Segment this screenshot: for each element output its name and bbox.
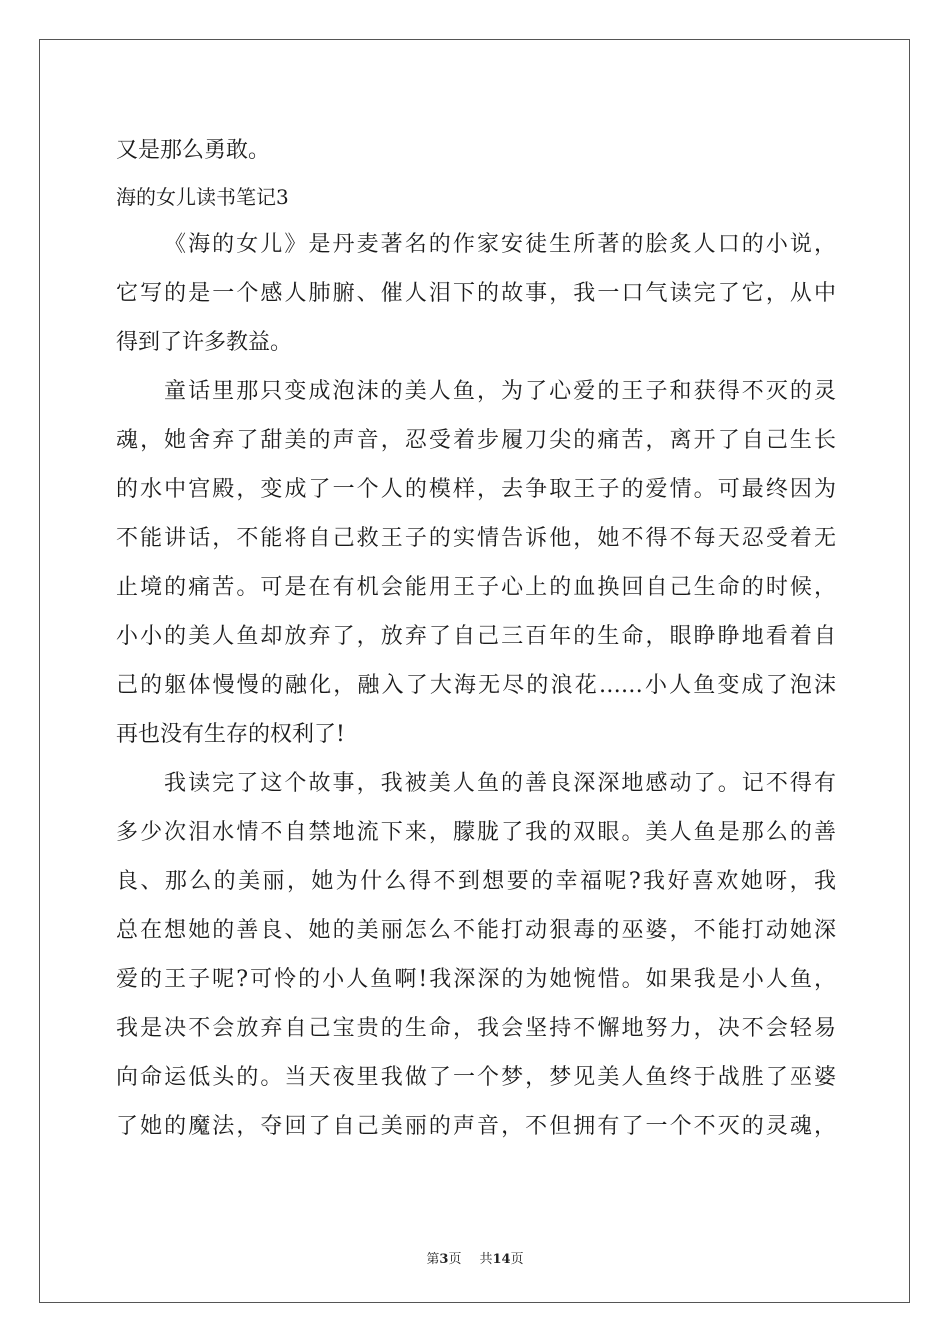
text-line: 我读完了这个故事，我被美人鱼的善良深深地感动了。记不得有 bbox=[164, 771, 836, 796]
footer-total-unit: 页 bbox=[510, 1252, 524, 1267]
document-body bbox=[116, 126, 836, 1151]
text-line: 魂，她舍弃了甜美的声音，忍受着步履刀尖的痛苦，离开了自己生长 bbox=[116, 428, 836, 453]
text-line: 总在想她的善良、她的美丽怎么不能打动狠毒的巫婆，不能打动她深 bbox=[116, 918, 836, 943]
footer-total-prefix: 共 bbox=[479, 1252, 493, 1267]
text-line: 爱的王子呢?可怜的小人鱼啊!我深深的为她惋惜。如果我是小人鱼， bbox=[116, 967, 836, 992]
footer-prefix: 第 bbox=[426, 1252, 440, 1267]
current-page-number: 3 bbox=[439, 1252, 449, 1267]
text-line: 我是决不会放弃自己宝贵的生命，我会坚持不懈地努力，决不会轻易 bbox=[116, 1016, 836, 1041]
text-line: 向命运低头的。当天夜里我做了一个梦，梦见美人鱼终于战胜了巫婆 bbox=[116, 1065, 836, 1090]
text-line: 的水中宫殿，变成了一个人的模样，去争取王子的爱情。可最终因为 bbox=[116, 477, 836, 502]
text-line: 得到了许多教益。 bbox=[116, 330, 293, 355]
text-line: 己的躯体慢慢的融化，融入了大海无尽的浪花……小人鱼变成了泡沫 bbox=[116, 673, 836, 698]
text-line: 又是那么勇敢。 bbox=[116, 138, 271, 163]
text-line: 它写的是一个感人肺腑、催人泪下的故事，我一口气读完了它，从中 bbox=[116, 281, 836, 306]
text-line: 再也没有生存的权利了! bbox=[116, 722, 345, 747]
page-footer bbox=[0, 1248, 950, 1267]
text-line: 良、那么的美丽，她为什么得不到想要的幸福呢?我好喜欢她呀，我 bbox=[116, 869, 836, 894]
text-line: 小小的美人鱼却放弃了，放弃了自己三百年的生命，眼睁睁地看着自 bbox=[116, 624, 836, 649]
footer-page-unit: 页 bbox=[448, 1252, 462, 1267]
text-line: 不能讲话，不能将自己救王子的实情告诉他，她不得不每天忍受着无 bbox=[116, 526, 836, 551]
text-line: 《海的女儿》是丹麦著名的作家安徒生所著的脍炙人口的小说， bbox=[164, 232, 836, 257]
text-line: 止境的痛苦。可是在有机会能用王子心上的血换回自己生命的时候， bbox=[116, 575, 836, 600]
total-page-number: 14 bbox=[492, 1252, 511, 1267]
text-line: 童话里那只变成泡沫的美人鱼，为了心爱的王子和获得不灭的灵 bbox=[164, 379, 836, 404]
text-line: 多少次泪水情不自禁地流下来，朦胧了我的双眼。美人鱼是那么的善 bbox=[116, 820, 836, 845]
section-title: 海的女儿读书笔记3 bbox=[116, 185, 289, 209]
text-line: 了她的魔法，夺回了自己美丽的声音，不但拥有了一个不灭的灵魂， bbox=[116, 1114, 836, 1139]
